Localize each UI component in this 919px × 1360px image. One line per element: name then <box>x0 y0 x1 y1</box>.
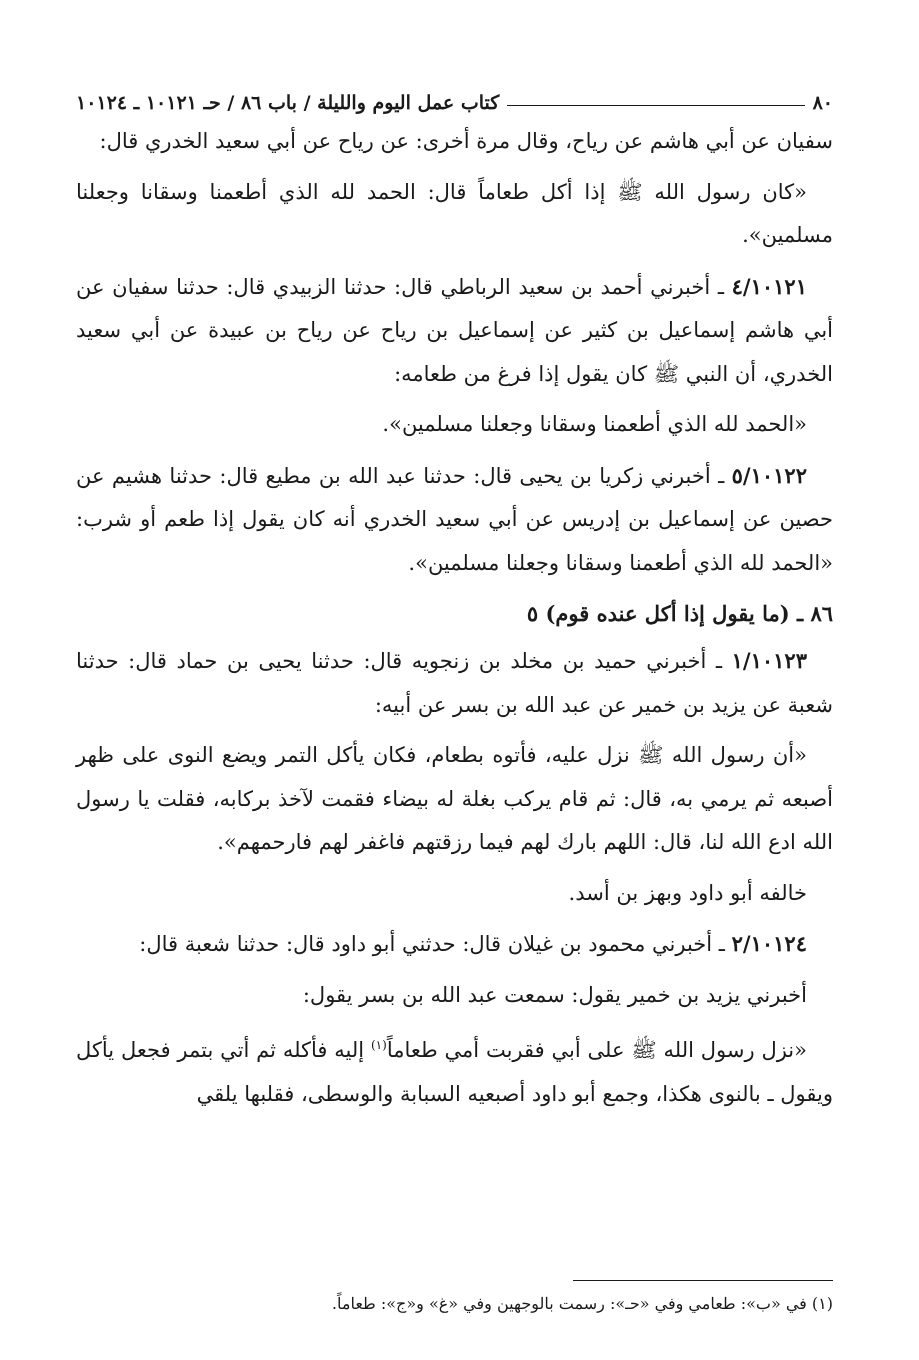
hadith-10123 <box>76 639 833 727</box>
main-text <box>76 120 833 1116</box>
paragraph-narration: أخبرني يزيد بن خمير يقول: سمعت عبد الله بن بسر يقول: <box>302 982 807 1007</box>
page-header <box>76 78 833 114</box>
hadith-number: ٥/١٠١٢٢ <box>731 462 807 488</box>
chapter-heading: ٨٦ ـ (ما يقول إذا أكل عنده قوم) ٥ <box>526 601 833 626</box>
page-number: ٨٠ <box>812 92 833 114</box>
paragraph-quote: «كان رسول الله ﷺ إذا أكل طعاماً قال: الحمد لله الذي أطعمنا وسقانا وجعلنا مسلمين». <box>76 179 833 247</box>
hadith-10122 <box>76 454 833 586</box>
footnote-divider <box>573 1280 833 1281</box>
paragraph-quote: «الحمد لله الذي أطعمنا وسقانا وجعلنا مسلمين». <box>382 412 807 436</box>
running-title: كتاب عمل اليوم والليلة / باب ٨٦ / حـ ١٠١٢١ ـ ١٠١٢٤ <box>76 92 500 114</box>
hadith-text: ـ أخبرني زكريا بن يحيى قال: حدثنا عبد الله بن مطيع قال: حدثنا هشيم عن حصين عن إسماعيل بن إدريس عن أبي سعيد الخدري أنه كان يقول إذا طعم أو شرب: «الحمد لله الذي أطعمنا وسقانا وجعلنا مسلمين». <box>76 463 833 575</box>
paragraph-quote: «أن رسول الله ﷺ نزل عليه، فأتوه بطعام، فكان يأكل التمر ويضع النوى على ظهر أصبعه ثم يرمي به، قال: ثم قام يركب بغلة له بيضاء فقمت لآخذ بركابه، فقلت يا رسول الله ادع الله لنا، قال: اللهم بارك لهم فيما رزقتهم فاغفر لهم فارحمهم». <box>76 743 833 854</box>
paragraph-note: خالفه أبو داود وبهز بن أسد. <box>568 880 807 905</box>
hadith-text: ـ أخبرني محمود بن غيلان قال: حدثني أبو داود قال: حدثنا شعبة قال: <box>139 932 725 956</box>
hadith-10124 <box>76 922 833 967</box>
hadith-10121 <box>76 265 833 397</box>
quote-text-end: إليه فأكله ثم أتي بتمر فجعل يأكل ويقول ـ بالنوى هكذا، وجمع أبو داود أصبعيه السبابة والوسطى، فقلبها يلقي <box>76 1038 833 1106</box>
paragraph-continuation: سفيان عن أبي هاشم عن رياح، وقال مرة أخرى: عن رياح عن أبي سعيد الخدري قال: <box>99 129 833 153</box>
footnote-marker: (١) <box>370 1038 387 1052</box>
hadith-text: ـ أخبرني حميد بن مخلد بن زنجويه قال: حدثنا يحيى بن حماد قال: حدثنا شعبة عن يزيد بن خمير عن عبد الله بن بسر عن أبيه: <box>76 649 833 717</box>
hadith-number: ٢/١٠١٢٤ <box>731 931 807 956</box>
hadith-number: ٤/١٠١٢١ <box>731 273 807 299</box>
paragraph-quote <box>76 1024 833 1116</box>
hadith-text: ـ أخبرني أحمد بن سعيد الرباطي قال: حدثنا الزبيدي قال: حدثنا سفيان عن أبي هاشم إسماعيل بن كثير عن إسماعيل بن رياح عن رياح بن عبيدة عن أبي سعيد الخدري، أن النبي ﷺ كان يقول إذا فرغ من طعامه: <box>76 274 833 386</box>
footnote: (١) في «ب»: طعامي وفي «حـ»: رسمت بالوجهين وفي «غ» و«ج»: طعاماً. <box>331 1294 833 1313</box>
hadith-number: ١/١٠١٢٣ <box>731 648 807 673</box>
quote-text-start: «نزل رسول الله ﷺ على أبي فقربت أمي طعاماً <box>386 1038 807 1062</box>
header-rule <box>507 105 804 106</box>
